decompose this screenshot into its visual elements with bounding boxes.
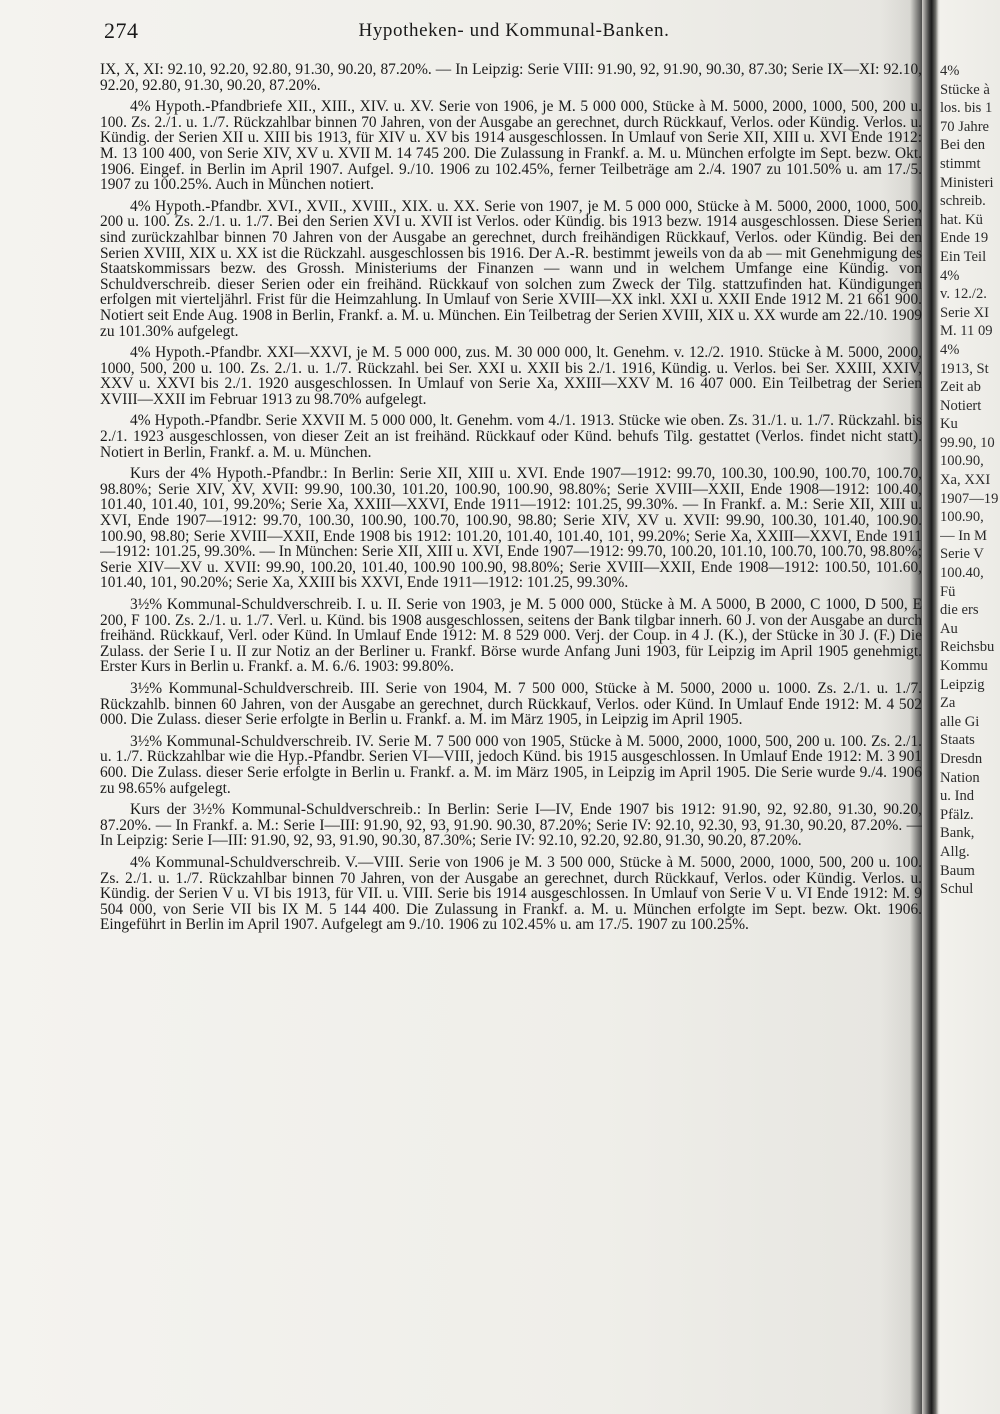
neighbor-line: 70 Jahre: [940, 118, 990, 135]
neighbor-line: — In M: [940, 527, 988, 544]
neighbor-line: Ku: [940, 416, 958, 433]
neighbor-line: Dresdn: [940, 750, 983, 767]
neighbor-line: Xa, XXI: [940, 472, 991, 489]
neighbor-line: Bei den: [940, 137, 985, 154]
neighbor-line: Za: [940, 695, 956, 712]
neighbor-line: u. Ind: [940, 788, 975, 805]
paragraph-pfandbriefe-xxi-xxvi: 4% Hypoth.-Pfandbr. XXI—XXVI, je M. 5 000 000, zus. M. 30 000 000, lt. Genehm. v. 12./2. 1910. Stücke à M. 5000, 2000, 1000, 500, 200 u. 100. Zs. 2./1. u. 1./7. Rückzahl. bei Ser. XXI u. XXII bis 2./1. 1916, Kündig. u. Verlos. bei Ser. XXIII, XXIV, XXV u. XXVI bis 2./1. 1920 ausgeschlossen. In Umlauf von Serie Xa, XXIII—XXV M. 16 407 000. Ein Teilbetrag der Serien XVIII—XXII im Februar 1913 zu 98.70% aufgelegt.: [100, 344, 922, 408]
neighbor-line: M. 11 09: [940, 323, 993, 340]
neighbor-line: Serie XI: [940, 304, 990, 321]
neighbor-line: 100.40,: [940, 565, 984, 582]
neighbor-line: Reichsbu: [940, 639, 995, 656]
running-title: Hypotheken- und Kommunal-Banken.: [358, 20, 670, 41]
paragraph-kurs-pfandbriefe: Kurs der 4% Hypoth.-Pfandbr.: In Berlin: Serie XII, XIII u. XVI. Ende 1907—1912: 99.70, 100.30, 100.90, 100.70, 100.70, 98.80%; Serie XIV, XV, XVII: 99.90, 100.30, 101.20, 100.90, 100.90, 98.80%; Serie XVIII—XXII, Ende 1908—1912: 100.40, 101.40, 101.40, 101, 99.20%; Serie Xa, XXIII—XXVI, Ende 1911—1912: 101.25, 99.30%. — In Frankf. a. M.: Serie XII, XIII u. XVI, Ende 1907—1912: 99.70, 100.30, 100.90, 100.70, 100.90, 98.80; Serie XIV, XV u. XVII: 99.90, 100.30, 101.40, 100.90. 100.90, 98.80; Serie XVIII—XXII, Ende 1908 bis 1912: 101.20, 101.40, 101.40, 101, 99.20%; Serie Xa, XXIII—XXVI, Ende 1911—1912: 101.25, 99.30%. — In München: Serie XII, XIII u. XVI, Ende 1907—1912: 99.70, 100.20, 101.10, 100.70, 100.70, 98.80%; Serie XIV—XV u. XVII: 99.90, 100.20, 101.40, 100.90 100.90, 98.80%; Serie XVIII—XXII, Ende 1908—1912: 100.50, 101.60, 101.40, 101, 90.20%; Serie Xa, XXIII bis XXVI, Ende 1911—1912: 101.25, 99.30%.: [100, 465, 922, 592]
neighbor-line: Schul: [940, 881, 974, 898]
neighbor-line: Leipzig: [940, 676, 985, 693]
neighbor-line: 4%: [940, 63, 960, 79]
neighbor-line: Ein Teil: [940, 248, 987, 265]
page-number: 274: [104, 18, 139, 43]
neighbor-line: Staats: [940, 732, 975, 749]
neighbor-line: Nation: [940, 769, 980, 786]
neighbor-line: schreib.: [940, 193, 986, 210]
paragraph-pfandbriefe-xvi-xx: 4% Hypoth.-Pfandbr. XVI., XVII., XVIII., XIX. u. XX. Serie von 1907, je M. 5 000 000, Stücke à M. 5000, 2000, 1000, 500, 200 u. 100. Zs. 2./1. u. 1./7. Bei den Serien XVI u. XVII ist Verlos. oder Kündig. bis 1913 bezw. 1914 ausgeschlossen. Diese Serien sind zurückzahlbar binnen 70 Jahren von der Ausgabe an gerechnet, durch freihändigen Rückkauf, Verlos. oder Kündig. Bei den Serien XVIII, XIX u. XX ist die Rückzahl. ausgeschlossen bis 1916. Der A.-R. bestimmt jeweils von da ab — mit Genehmigung des Staatskommissars bezw. des Grossh. Ministeriums der Finanzen — wann und in welchem Umfange eine Kündig. von Schuldverschreib. dieser Serien oder ein freihänd. Rückkauf von solchen zum Zweck der Tilg. stattzufinden hat. Kündigungen erfolgen mit vierteljährl. Frist für die Heimzahlung. In Umlauf von Serie XVIII—XX inkl. XXI u. XXII Ende 1912 M. 21 661 900. Notiert seit Ende Aug. 1908 in Berlin, Frankf. a. M. u. München. Ein Teilbetrag der Serien XVIII, XIX u. XX wurde am 22./10. 1909 zu 101.30% aufgelegt.: [100, 197, 922, 340]
neighbor-line: Bank,: [940, 825, 975, 842]
paragraph-kommunal-iv: 3½% Kommunal-Schuldverschreib. IV. Serie M. 7 500 000 von 1905, Stücke à M. 5000, 2000, 1000, 500, 200 u. 100. Zs. 2./1. u. 1./7. Rückzahlbar wie die Hyp.-Pfandbr. Serien VI—VIII, jedoch Künd. bis 1915 ausgeschlossen. In Umlauf Ende 1912: M. 3 901 600. Die Zulass. dieser Serie erfolgte in Berlin u. Frankf. a. M. im März 1905, in Leipzig im April 1905. Die Serie wurde 9./4. 1906 zu 98.65% aufgelegt.: [100, 732, 922, 797]
neighbor-line: los. bis 1: [940, 100, 993, 117]
neighbor-line: Allg.: [940, 843, 970, 860]
neighbor-line: Kommu: [940, 658, 988, 674]
neighbor-line: 1913, St: [940, 360, 989, 377]
neighbor-line: die ers: [940, 602, 979, 619]
neighbor-page-strip: [940, 62, 1000, 1402]
neighbor-line: Fü: [940, 583, 956, 600]
neighbor-line: Stücke à: [940, 81, 990, 98]
neighbor-line: 4%: [940, 267, 960, 284]
neighbor-line: 4%: [940, 341, 960, 358]
paragraph-kommunal-i-ii: 3½% Kommunal-Schuldverschreib. I. u. II. Serie von 1903, je M. 5 000 000, Stücke à M. A 5000, B 2000, C 1000, D 500, E 200, F 100. Zs. 2./1. u. 1./7. Verl. u. Künd. bis 1908 ausgeschlossen, seitens der Bank tilgbar innerh. 60 J. von der Ausgabe an durch freihänd. Rückkauf, Verl. oder Künd. In Umlauf Ende 1912: M. 8 529 000. Verj. der Coup. in 4 J. (K.), der Stücke in 30 J. (F.) Die Zulass. der Serie I u. II zur Notiz an der Berliner u. Frankf. Börse wurde Anfang Juni 1903, für Leipzig im April 1905 genehmigt. Erster Kurs in Berlin u. Frankf. a. M. 6./6. 1903: 99.80%.: [100, 596, 922, 676]
paragraph-kurs-continuation: IX, X, XI: 92.10, 92.20, 92.80, 91.30, 90.20, 87.20%. — In Leipzig: Serie VIII: 91.90, 92, 91.90, 90.30, 87.30; Serie IX—XI: 92.10, 92.20, 92.80, 91.30, 90.20, 87.20%.: [100, 62, 922, 94]
neighbor-line: 99.90, 10: [940, 434, 995, 451]
neighbor-line: v. 12./2.: [940, 286, 987, 303]
neighbor-line: Ende 19: [940, 230, 989, 247]
neighbor-line: 1907—19: [940, 490, 999, 507]
neighbor-line: Serie V: [940, 546, 984, 563]
neighbor-line: 100.90,: [940, 509, 984, 526]
paragraph-kurs-kommunal: Kurs der 3½% Kommunal-Schuldverschreib.: In Berlin: Serie I—IV, Ende 1907 bis 1912: 91.90, 92, 92.80, 91.30, 90.20, 87.20%. — In Frankf. a. M.: Serie I—III: 91.90, 92, 93, 91.90. 90.30, 87.20%; Serie IV: 92.10, 92.30, 93, 91.30, 90.20, 87.20%. — In Leipzig: Serie I—III: 91.90, 92, 93, 91.90, 90.30, 87.30%; Serie IV: 92.10, 92.20, 92.80, 91.30, 90.20, 87.20%.: [100, 801, 922, 850]
paragraph-pfandbriefe-xxvii: 4% Hypoth.-Pfandbr. Serie XXVII M. 5 000 000, lt. Genehm. vom 4./1. 1913. Stücke wie oben. Zs. 31./1. u. 1./7. Rückzahl. bis 2./1. 1923 ausgeschlossen, von dieser Zeit an ist freihänd. Rückkauf oder Künd. behufs Tilg. gestattet (Verlos. findet nicht statt). Notiert in Berlin, Frankf. a. M. u. München.: [100, 412, 922, 461]
neighbor-line: stimmt: [940, 155, 981, 172]
neighbor-line: hat. Kü: [940, 211, 983, 228]
paragraph-kommunal-iii: 3½% Kommunal-Schuldverschreib. III. Serie von 1904, M. 7 500 000, Stücke à M. 5000, 2000 u. 1000. Zs. 2./1. u. 1./7. Rückzahlb. binnen 60 Jahren, von der Ausgabe an gerechnet, durch Rückkauf, Verlos. oder Künd. In Umlauf Ende 1912: M. 4 502 000. Die Zulass. dieser Serie erfolgte in Berlin u. Frankf. a. M. im März 1905, in Leipzig im April 1905.: [100, 679, 922, 729]
paragraph-kommunal-v-viii: 4% Kommunal-Schuldverschreib. V.—VIII. Serie von 1906 je M. 3 500 000, Stücke à M. 5000, 2000, 1000, 500, 200 u. 100. Zs. 2./1. u. 1./7. Rückzahlbar binnen 70 Jahren, von der Ausgabe an gerechnet, durch Rückkauf, Verlos. oder Kündig. Verlos. u. Kündig. der Serien V u. VI bis 1913, für VII. u. VIII. Serie bis 1914 ausgeschlossen. In Umlauf von Serie V u. VI Ende 1912: M. 9 504 000, von Serie VII bis IX M. 5 144 400. Die Zulassung in Frankf. a. M. u. München erfolgte im Sept. bezw. Okt. 1906. Eingeführt in Berlin im April 1907. Aufgelegt am 9./10. 1906 zu 102.45% u. am 17./5. 1907 zu 100.25%.: [100, 853, 922, 934]
book-gutter: [922, 0, 938, 1414]
neighbor-line: Ministeri: [940, 174, 994, 191]
page-header: [104, 18, 924, 52]
neighbor-line: Pfälz.: [940, 806, 974, 823]
neighbor-line: Baum: [940, 862, 975, 879]
neighbor-line: alle Gi: [940, 713, 980, 730]
neighbor-line: Zeit ab: [940, 379, 981, 396]
neighbor-line: 100.90,: [940, 453, 984, 470]
main-text-column: [100, 62, 922, 1402]
neighbor-line: Notiert: [940, 397, 982, 414]
paragraph-pfandbriefe-xii-xv: 4% Hypoth.-Pfandbriefe XII., XIII., XIV. u. XV. Serie von 1906, je M. 5 000 000, Stücke à M. 5000, 2000, 1000, 500, 200 u. 100. Zs. 2./1. u. 1./7. Rückzahlbar binnen 70 Jahren, von der Ausgabe an gerechnet, durch Rückkauf, Verlos. oder Kündig. Verlos. u. Kündig. der Serien XII u. XIII bis 1913, für XIV u. XV bis 1914 ausgeschlossen. In Umlauf von Serie XII, XIII u. XVI Ende 1912: M. 13 100 400, von Serie XIV, XV u. XVII M. 14 745 200. Die Zulassung in Frankf. a. M. u. München erfolgte im Sept. bezw. Okt. 1906. Eingef. in Berlin im April 1907. Aufgel. 9./10. 1906 zu 102.45%, ferner Teilbeträge am 2./4. 1907 zu 101.50% u. am 17./5. 1907 zu 100.25%. Auch in München notiert.: [100, 98, 922, 194]
neighbor-line: Au: [940, 620, 958, 637]
